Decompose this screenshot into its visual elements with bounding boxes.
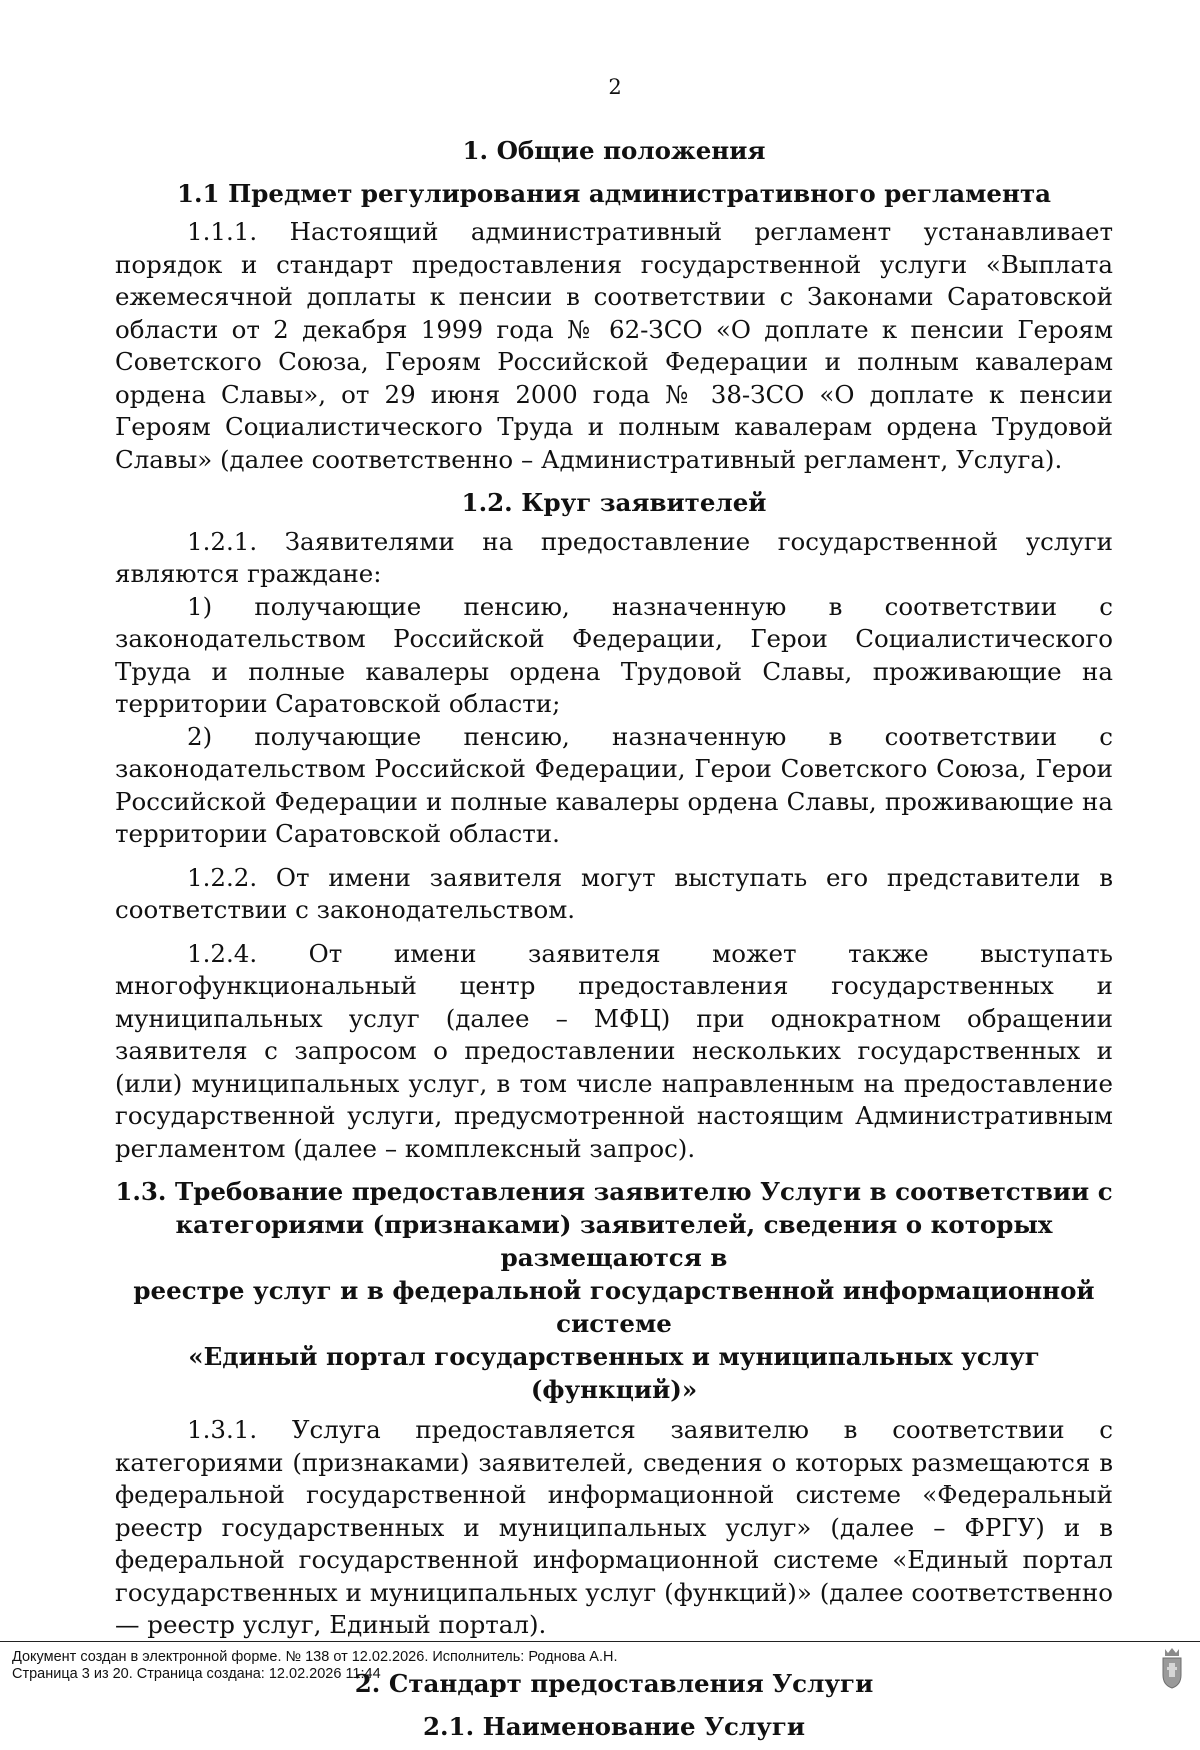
paragraph-1-1-1: 1.1.1. Настоящий административный регламент устанавливает порядок и стандарт предоставления государственной услуги «Выплата ежемесячной доплаты к пенсии в соответствии с Законами Саратовской области от 2 декабря 1999 года № 62-ЗСО «О доплате к пенсии Героям Советского Союза, Героям Российской Федерации и полным кавалерам ордена Славы», от 29 июня 2000 года № 38-ЗСО «О доплате к пенсии Героям Социалистического Труда и полным кавалерам ордена Трудовой Славы» (далее соответственно – Административный регламент, Услуга).: [115, 217, 1113, 474]
paragraph-1-2-4: 1.2.4. От имени заявителя может также выступать многофункциональный центр предоставления государственных и муниципальных услуг (далее – МФЦ) при однократном обращении заявителя с запросом о предоставлении нескольких государственных и (или) муниципальных услуг, в том числе направленным на предоставление государственной услуги, предусмотренной настоящим Административным регламентом (далее – комплексный запрос).: [115, 938, 1113, 1163]
section-1-3-title-line: реестре услуг и в федеральной государственной информационной системе: [133, 1276, 1095, 1338]
paragraph-1-3-1: 1.3.1. Услуга предоставляется заявителю в соответствии с категориями (признаками) заявителей, сведения о которых размещаются в федеральной государственной информационной системе «Федеральный реестр государственных и муниципальных услуг» (далее – ФРГУ) и в федеральной государственной информационной системе «Единый портал государственных и муниципальных услуг (функций)» (далее соответственно — реестр услуг, Единый портал).: [115, 1415, 1113, 1639]
section-1-3-title-line: «Единый портал государственных и муниципальных услуг (функций)»: [188, 1342, 1040, 1404]
section-1-3-title: [115, 1175, 1113, 1406]
section-2-1-title: 2.1. Наименование Услуги: [422, 1712, 806, 1741]
page-number: 2: [608, 75, 622, 99]
paragraph-1-2-2: 1.2.2. От имени заявителя могут выступать его представители в соответствии с законодательством.: [115, 862, 1113, 924]
section-1-3-title-line: 1.3. Требование предоставления заявителю Услуги в соответствии с: [115, 1177, 1113, 1206]
section-1-3-title-line: категориями (признаками) заявителей, сведения о которых размещаются в: [175, 1210, 1053, 1272]
list-item-1: 1) получающие пенсию, назначенную в соответствии с законодательством Российской Федерации, Герои Социалистического Труда и полные кавалеры ордена Трудовой Славы, проживающие на территории Саратовской области;: [115, 591, 1113, 718]
footer-page-info: Страница 3 из 20. Страница создана: 12.02.2026 11:44: [12, 1666, 381, 1682]
section-1-1-title: 1.1 Предмет регулирования административного регламента: [176, 178, 1052, 208]
paragraph-1-2-1: 1.2.1. Заявителями на предоставление государственной услуги являются граждане:: [115, 526, 1113, 588]
document-footer: [0, 1641, 1200, 1699]
document-body: [115, 130, 1113, 1750]
coat-of-arms-icon: [1160, 1647, 1184, 1689]
section-1-title: 1. Общие положения: [462, 136, 766, 165]
footer-text: [12, 1649, 618, 1683]
footer-document-info: Документ создан в электронной форме. № 138 от 12.02.2026. Исполнитель: Роднова А.Н.: [12, 1649, 618, 1665]
list-item-2: 2) получающие пенсию, назначенную в соответствии с законодательством Российской Федерации, Герои Советского Союза, Герои Российской Федерации и полные кавалеры ордена Славы, проживающие на территории Саратовской области.: [115, 721, 1113, 848]
section-1-2-title: 1.2. Круг заявителей: [461, 488, 767, 517]
section-2-title: 2. Стандарт предоставления Услуги: [354, 1668, 874, 1698]
